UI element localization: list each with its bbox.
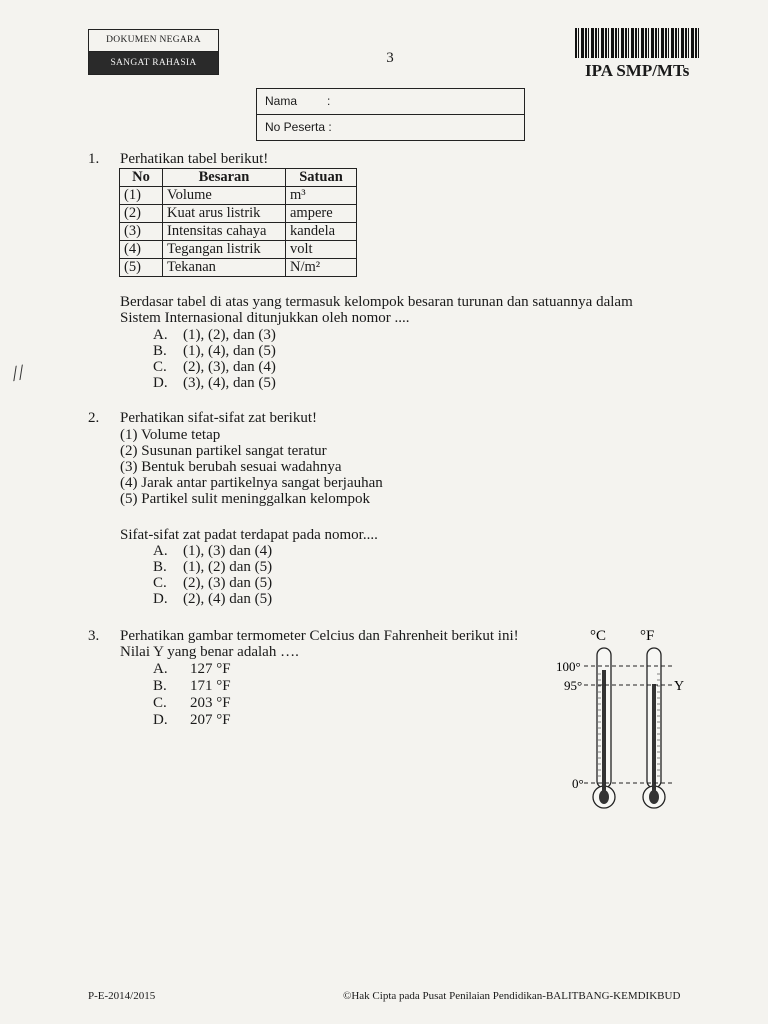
table-row — [120, 205, 357, 223]
q2-option-c[interactable] — [153, 575, 272, 592]
fahrenheit-thermometer — [643, 648, 665, 808]
page-number: 3 — [386, 50, 394, 66]
option-letter: A. — [153, 661, 168, 677]
option-letter: D. — [153, 375, 168, 391]
document-classification-box — [88, 29, 219, 75]
q3-option-d[interactable] — [153, 712, 231, 729]
footer-code: P-E-2014/2015 — [88, 990, 156, 1002]
mark-0-label: 0° — [572, 776, 584, 791]
option-letter: A. — [153, 543, 168, 559]
q3-option-b[interactable] — [153, 678, 231, 695]
option-text: (1), (4), dan (5) — [183, 343, 276, 359]
q3-prompt: Perhatikan gambar termometer Celcius dan Fahrenheit berikut ini! — [120, 628, 519, 644]
option-text: (2), (3), dan (4) — [183, 359, 276, 375]
option-text: (2), (4) dan (5) — [183, 591, 273, 607]
mark-100-label: 100° — [556, 659, 581, 674]
table-cell: kandela — [286, 223, 357, 241]
table-header: Satuan — [286, 169, 357, 187]
barcode — [575, 28, 700, 58]
participant-row — [257, 114, 524, 140]
table-cell: volt — [286, 241, 357, 259]
footer-copyright: ©Hak Cipta pada Pusat Penilaian Pendidikan-BALITBANG-KEMDIKBUD — [343, 990, 681, 1002]
option-letter: D. — [153, 712, 168, 728]
q2-option-a[interactable] — [153, 543, 272, 560]
q2-item: (5) Partikel sulit meninggalkan kelompok — [120, 491, 370, 507]
table-cell: Kuat arus listrik — [163, 205, 286, 223]
q1-table — [119, 168, 357, 277]
q2-item: (4) Jarak antar partikelnya sangat berjauhan — [120, 475, 383, 491]
q2-item: (3) Bentuk berubah sesuai wadahnya — [120, 459, 342, 475]
q1-option-d[interactable] — [153, 375, 276, 392]
table-header: No — [120, 169, 163, 187]
option-text: 127 °F — [190, 661, 231, 677]
option-text: (1), (2), dan (3) — [183, 327, 276, 343]
q2-prompt: Perhatikan sifat-sifat zat berikut! — [120, 410, 318, 426]
q1-option-b[interactable] — [153, 343, 276, 360]
option-letter: B. — [153, 343, 167, 359]
celsius-thermometer — [593, 648, 615, 808]
table-cell: Tekanan — [163, 259, 286, 277]
y-label: Y — [674, 679, 685, 694]
table-cell: m³ — [286, 187, 357, 205]
name-label: Nama — [265, 94, 298, 108]
option-letter: C. — [153, 575, 167, 591]
subject-title: IPA SMP/MTs — [585, 61, 690, 80]
table-cell: (2) — [120, 205, 163, 223]
fahrenheit-label: °F — [640, 628, 655, 644]
option-text: (1), (3) dan (4) — [183, 543, 273, 559]
table-cell: Tegangan listrik — [163, 241, 286, 259]
option-letter: C. — [153, 359, 167, 375]
q1-option-a[interactable] — [153, 327, 276, 344]
secret-label: SANGAT RAHASIA — [89, 52, 218, 74]
option-letter: B. — [153, 559, 167, 575]
identity-box — [256, 88, 525, 141]
q2-number: 2. — [88, 410, 100, 426]
thermometer-figure — [540, 624, 700, 819]
mark-95-label: 95° — [564, 678, 583, 693]
option-text: 207 °F — [190, 712, 231, 728]
document-label: DOKUMEN NEGARA — [89, 30, 218, 52]
table-cell: Volume — [163, 187, 286, 205]
pen-mark: // — [9, 359, 27, 386]
option-letter: D. — [153, 591, 168, 607]
option-text: 171 °F — [190, 678, 231, 694]
option-letter: A. — [153, 327, 168, 343]
option-text: 203 °F — [190, 695, 231, 711]
q3-option-c[interactable] — [153, 695, 231, 712]
q3-number: 3. — [88, 628, 100, 644]
option-text: (3), (4), dan (5) — [183, 375, 276, 391]
q2-option-b[interactable] — [153, 559, 272, 576]
table-cell: ampere — [286, 205, 357, 223]
table-cell: N/m² — [286, 259, 357, 277]
q1-prompt: Perhatikan tabel berikut! — [120, 151, 269, 167]
option-text: (1), (2) dan (5) — [183, 559, 273, 575]
q2-option-d[interactable] — [153, 591, 272, 608]
table-cell: (3) — [120, 223, 163, 241]
q3-stem: Nilai Y yang benar adalah …. — [120, 644, 299, 660]
q1-option-c[interactable] — [153, 359, 276, 376]
q2-item: (2) Susunan partikel sangat teratur — [120, 443, 327, 459]
table-header: Besaran — [163, 169, 286, 187]
q1-number: 1. — [88, 151, 100, 167]
table-cell: (4) — [120, 241, 163, 259]
option-text: (2), (3) dan (5) — [183, 575, 273, 591]
table-row — [120, 187, 357, 205]
table-row — [120, 259, 357, 277]
participant-label: No Peserta : — [265, 120, 332, 134]
table-cell: Intensitas cahaya — [163, 223, 286, 241]
celsius-label: °C — [590, 628, 607, 644]
table-row — [120, 223, 357, 241]
q2-stem: Sifat-sifat zat padat terdapat pada nomor.... — [120, 527, 378, 543]
name-row — [257, 89, 524, 114]
table-row — [120, 241, 357, 259]
option-letter: C. — [153, 695, 167, 711]
name-colon: : — [327, 94, 331, 108]
table-cell: (1) — [120, 187, 163, 205]
q1-stem-line1: Berdasar tabel di atas yang termasuk kelompok besaran turunan dan satuannya dalam — [120, 294, 633, 310]
q1-stem-line2: Sistem Internasional ditunjukkan oleh nomor .... — [120, 310, 410, 326]
table-header-row — [120, 169, 357, 187]
option-letter: B. — [153, 678, 167, 694]
q3-option-a[interactable] — [153, 661, 231, 678]
q2-item: (1) Volume tetap — [120, 427, 221, 443]
table-cell: (5) — [120, 259, 163, 277]
